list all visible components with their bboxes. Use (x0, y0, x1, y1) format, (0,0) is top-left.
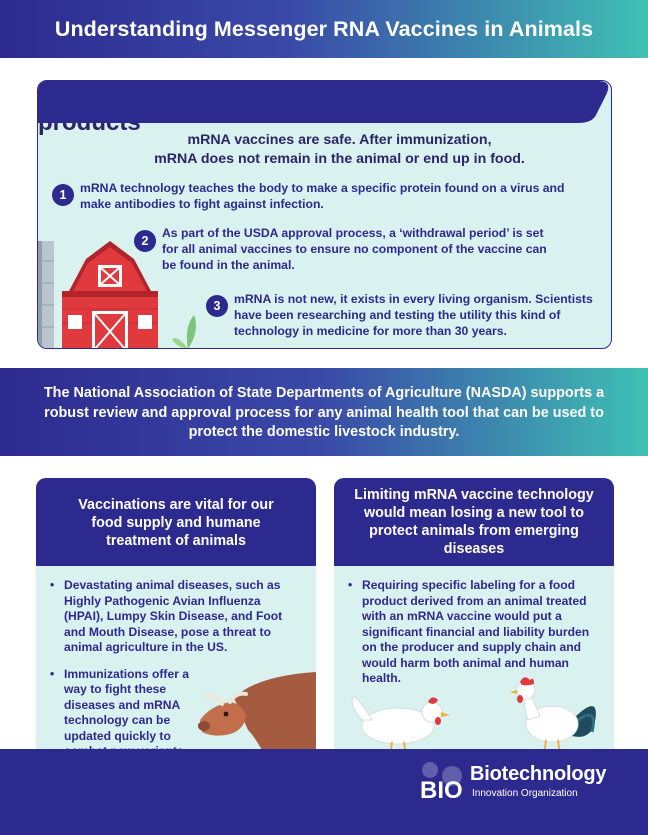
point-1-text: mRNA technology teaches the body to make a specific protein found on a virus and make antibodies to fight against infection. (80, 181, 565, 211)
nasda-statement-band (0, 368, 648, 456)
point-2-text: As part of the USDA approval process, a ‘withdrawal period’ is set for all animal vaccines to ensure no component of the vaccine can be found in the animal. (162, 226, 547, 272)
vaccinations-vital-card (36, 478, 316, 758)
list-item: • Devastating animal diseases, such as Highly Pathogenic Avian Influenza (HPAI), Lumpy Skin Disease, and Foot and Mouth Disease, pose a threat to animal agriculture in the US. (36, 578, 316, 656)
hen-illustration (340, 690, 460, 758)
bio-logo-icon (418, 762, 466, 802)
title-banner (0, 0, 648, 58)
limiting-mrna-card (334, 478, 614, 758)
right-col-list (334, 566, 614, 687)
left-col-heading: Vaccinations are vital for our food supply and humane treatment of animals (36, 478, 316, 566)
logo-mark: BIO (420, 777, 463, 802)
point-3-text: mRNA is not new, it exists in every living organism. Scientists have been researching and testing the utility this kind of technology in medicine for more than 30 years. (234, 292, 593, 338)
cow-illustration (196, 668, 316, 758)
nasda-statement: The National Association of State Departments of Agriculture (NASDA) supports a robust review and approval process for any animal health tool that can be used to protect the domestic livestock industry. (43, 385, 605, 440)
card-header-shape (38, 81, 612, 123)
list-item: • Immunizations offer a way to fight these diseases and mRNA technology can be updated quickly to (36, 667, 316, 759)
card-lead-text: mRNA vaccines are safe. After immunization, mRNA does not remain in the animal or end up in food. (154, 132, 525, 167)
page-title: Understanding Messenger RNA Vaccines in Animals (54, 17, 594, 41)
rooster-illustration (506, 676, 606, 758)
logo-subtitle: Innovation Organization (472, 788, 578, 799)
point-3-badge: 3 (206, 295, 228, 317)
list-item: • Requiring specific labeling for a food product derived from an animal treated with an mRNA vaccine would put a significant financial and liability burden on the producer and supply chain and would harm both animal and human health. (334, 578, 614, 687)
point-1-badge: 1 (52, 184, 74, 206)
logo-name: Biotechnology (470, 763, 607, 785)
mrna-safety-card (37, 80, 612, 349)
point-2-badge: 2 (134, 230, 156, 252)
right-col-heading: Limiting mRNA vaccine technology would mean losing a new tool to protect animals from emerging diseases (334, 478, 614, 566)
